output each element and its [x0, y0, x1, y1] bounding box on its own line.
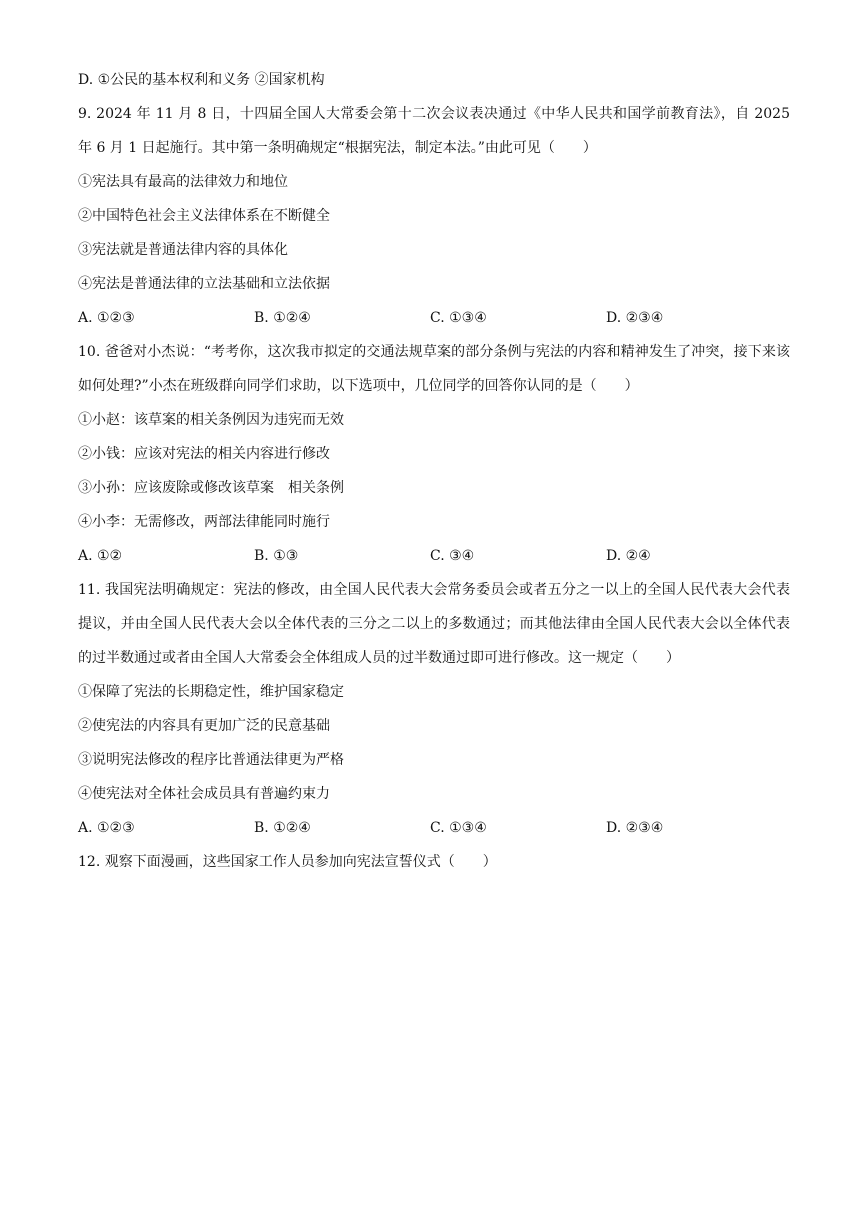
- q11-option-c[interactable]: C. ①③④: [430, 820, 487, 836]
- q11-statement-4: ④使宪法对全体社会成员具有普遍约束力: [78, 786, 330, 802]
- q11-statement-1: ①保障了宪法的长期稳定性，维护国家稳定: [78, 684, 344, 700]
- q10-option-b[interactable]: B. ①③: [254, 548, 299, 564]
- q10-statement-4: ④小李：无需修改，两部法律能同时施行: [78, 514, 330, 530]
- q11-statement-2: ②使宪法的内容具有更加广泛的民意基础: [78, 718, 330, 734]
- q9-stem: 9. 2024 年 11 月 8 日，十四届全国人大常委会第十二次会议表决通过《中华人民共和国学前教育法》，自 2025 年 6 月 1 日起施行。其中第一条明确规定“根据宪法，制定本法。”由此可见（ ）: [78, 106, 790, 156]
- q9-statement-4: ④宪法是普通法律的立法基础和立法依据: [78, 276, 330, 292]
- q9-option-a[interactable]: A. ①②③: [78, 310, 135, 326]
- exam-page: [78, 70, 790, 886]
- q11-option-a[interactable]: A. ①②③: [78, 820, 135, 836]
- q11-options: [78, 818, 790, 838]
- q11-stem: 11. 我国宪法明确规定：宪法的修改，由全国人民代表大会常务委员会或者五分之一以上的全国人民代表大会代表提议，并由全国人民代表大会以全体代表的三分之二以上的多数通过；而其他法律由全国人民代表大会以全体代表的过半数通过或者由全国人大常委会全体组成人员的过半数通过即可进行修改。这一规定（ ）: [78, 582, 790, 666]
- q9-option-c[interactable]: C. ①③④: [430, 310, 487, 326]
- q11-option-b[interactable]: B. ①②④: [254, 820, 311, 836]
- q10-option-a[interactable]: A. ①②: [78, 548, 123, 564]
- q9-statement-1: ①宪法具有最高的法律效力和地位: [78, 174, 288, 190]
- q9-option-b[interactable]: B. ①②④: [254, 310, 311, 326]
- q10-option-c[interactable]: C. ③④: [430, 548, 475, 564]
- q12-stem: 12. 观察下面漫画，这些国家工作人员参加向宪法宣誓仪式（ ）: [78, 854, 497, 870]
- q10-statement-1: ①小赵：该草案的相关条例因为违宪而无效: [78, 412, 344, 428]
- q11-statement-3: ③说明宪法修改的程序比普通法律更为严格: [78, 752, 344, 768]
- q10-option-d[interactable]: D. ②④: [606, 548, 651, 564]
- q9-statement-2: ②中国特色社会主义法律体系在不断健全: [78, 208, 330, 224]
- q8-option-d: D. ①公民的基本权利和义务 ②国家机构: [78, 72, 325, 88]
- q9-options: [78, 308, 790, 328]
- q9-statement-3: ③宪法就是普通法律内容的具体化: [78, 242, 288, 258]
- q10-statement-3: ③小孙：应该废除或修改该草案 相关条例: [78, 480, 344, 496]
- q11-option-d[interactable]: D. ②③④: [606, 820, 664, 836]
- q10-statement-2: ②小钱：应该对宪法的相关内容进行修改: [78, 446, 330, 462]
- q9-option-d[interactable]: D. ②③④: [606, 310, 664, 326]
- q10-options: [78, 546, 790, 566]
- q10-stem: 10. 爸爸对小杰说：“考考你，这次我市拟定的交通法规草案的部分条例与宪法的内容和精神发生了冲突，接下来该如何处理?”小杰在班级群向同学们求助，以下选项中，几位同学的回答你认同的是（ ）: [78, 344, 790, 394]
